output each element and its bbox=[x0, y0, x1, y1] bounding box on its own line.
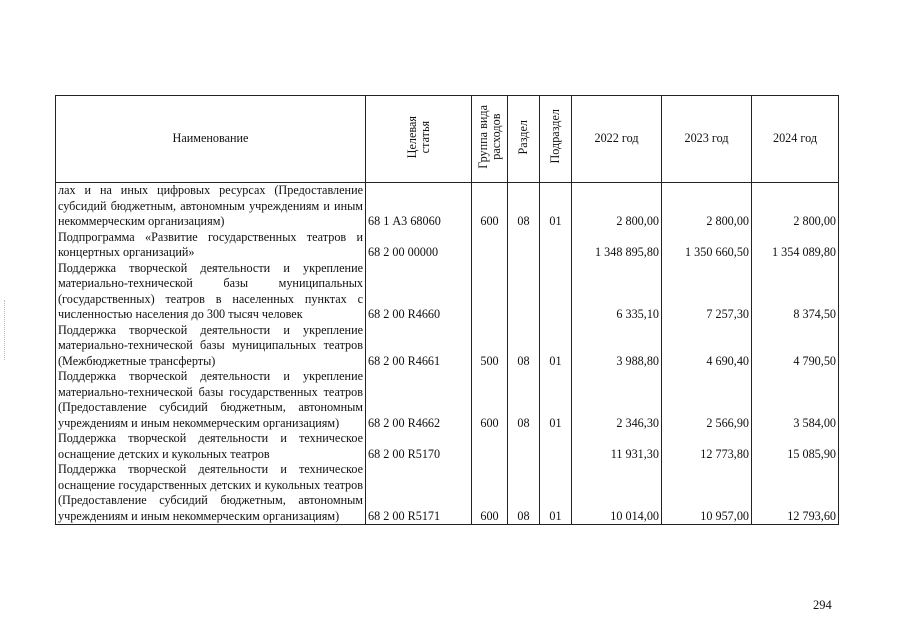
row-2024: 1 354 089,80 bbox=[752, 230, 839, 261]
table-row bbox=[56, 183, 839, 230]
margin-marks bbox=[4, 300, 7, 360]
table-row bbox=[56, 261, 839, 323]
row-2023: 1 350 660,50 bbox=[662, 230, 752, 261]
row-section: 08 bbox=[508, 323, 540, 370]
row-2022: 2 800,00 bbox=[572, 183, 662, 230]
row-name: Поддержка творческой деятельности и техническое оснащение детских и кукольных театров bbox=[56, 431, 366, 462]
row-code: 68 1 А3 68060 bbox=[366, 183, 472, 230]
header-target-article: Целевая статья bbox=[366, 96, 472, 183]
row-2023: 2 566,90 bbox=[662, 369, 752, 431]
row-2022: 6 335,10 bbox=[572, 261, 662, 323]
row-subsection bbox=[540, 431, 572, 462]
table-row bbox=[56, 323, 839, 370]
row-name: Поддержка творческой деятельности и укрепление материально-технической базы муниципальных (государственных) театров в населенных пунктах с численностью населения до 300 тысяч человек bbox=[56, 261, 366, 323]
row-name: Поддержка творческой деятельности и техническое оснащение государственных детских и кукольных театров (Предоставление субсидий бюджетным, автономным учреждениям и иным некоммерческим организациям) bbox=[56, 462, 366, 525]
row-2024: 12 793,60 bbox=[752, 462, 839, 525]
row-2022: 3 988,80 bbox=[572, 323, 662, 370]
row-name: лах и на иных цифровых ресурсах (Предоставление субсидий бюджетным, автономным учреждениям и иным некоммерческим организациям) bbox=[56, 183, 366, 230]
header-2023: 2023 год bbox=[662, 96, 752, 183]
row-code: 68 2 00 R5170 bbox=[366, 431, 472, 462]
row-2024: 2 800,00 bbox=[752, 183, 839, 230]
row-subsection: 01 bbox=[540, 369, 572, 431]
row-2022: 1 348 895,80 bbox=[572, 230, 662, 261]
row-name: Подпрограмма «Развитие государственных театров и концертных организаций» bbox=[56, 230, 366, 261]
row-code: 68 2 00 R4660 bbox=[366, 261, 472, 323]
row-2024: 8 374,50 bbox=[752, 261, 839, 323]
header-subsection: Подраздел bbox=[540, 96, 572, 183]
table-row bbox=[56, 431, 839, 462]
header-name: Наименование bbox=[56, 96, 366, 183]
row-code: 68 2 00 R4661 bbox=[366, 323, 472, 370]
table-row bbox=[56, 462, 839, 525]
row-subsection bbox=[540, 230, 572, 261]
row-2024: 15 085,90 bbox=[752, 431, 839, 462]
table-header-row bbox=[56, 96, 839, 183]
table-row bbox=[56, 369, 839, 431]
row-subsection: 01 bbox=[540, 183, 572, 230]
row-2023: 12 773,80 bbox=[662, 431, 752, 462]
row-group: 600 bbox=[472, 183, 508, 230]
row-subsection: 01 bbox=[540, 462, 572, 525]
row-subsection: 01 bbox=[540, 323, 572, 370]
row-group: 600 bbox=[472, 369, 508, 431]
row-2024: 4 790,50 bbox=[752, 323, 839, 370]
budget-table bbox=[55, 95, 839, 525]
row-name: Поддержка творческой деятельности и укрепление материально-технической базы государственных театров (Предоставление субсидий бюджетным, автономным учреждениям и иным некоммерческим организациям) bbox=[56, 369, 366, 431]
table-row bbox=[56, 230, 839, 261]
row-group bbox=[472, 230, 508, 261]
header-2024: 2024 год bbox=[752, 96, 839, 183]
row-2023: 2 800,00 bbox=[662, 183, 752, 230]
row-2022: 2 346,30 bbox=[572, 369, 662, 431]
header-2022: 2022 год bbox=[572, 96, 662, 183]
row-subsection bbox=[540, 261, 572, 323]
header-expense-group: Группа вида расходов bbox=[472, 96, 508, 183]
row-group: 500 bbox=[472, 323, 508, 370]
row-2022: 11 931,30 bbox=[572, 431, 662, 462]
header-section: Раздел bbox=[508, 96, 540, 183]
row-group bbox=[472, 431, 508, 462]
row-section: 08 bbox=[508, 462, 540, 525]
row-section: 08 bbox=[508, 369, 540, 431]
row-name: Поддержка творческой деятельности и укрепление материально-технической базы муниципальных театров (Межбюджетные трансферты) bbox=[56, 323, 366, 370]
row-2023: 10 957,00 bbox=[662, 462, 752, 525]
row-section bbox=[508, 230, 540, 261]
row-2024: 3 584,00 bbox=[752, 369, 839, 431]
row-code: 68 2 00 00000 bbox=[366, 230, 472, 261]
row-section: 08 bbox=[508, 183, 540, 230]
row-group: 600 bbox=[472, 462, 508, 525]
row-code: 68 2 00 R4662 bbox=[366, 369, 472, 431]
row-code: 68 2 00 R5171 bbox=[366, 462, 472, 525]
row-2022: 10 014,00 bbox=[572, 462, 662, 525]
row-2023: 4 690,40 bbox=[662, 323, 752, 370]
row-section bbox=[508, 261, 540, 323]
page-number: 294 bbox=[813, 598, 832, 612]
row-group bbox=[472, 261, 508, 323]
row-2023: 7 257,30 bbox=[662, 261, 752, 323]
row-section bbox=[508, 431, 540, 462]
